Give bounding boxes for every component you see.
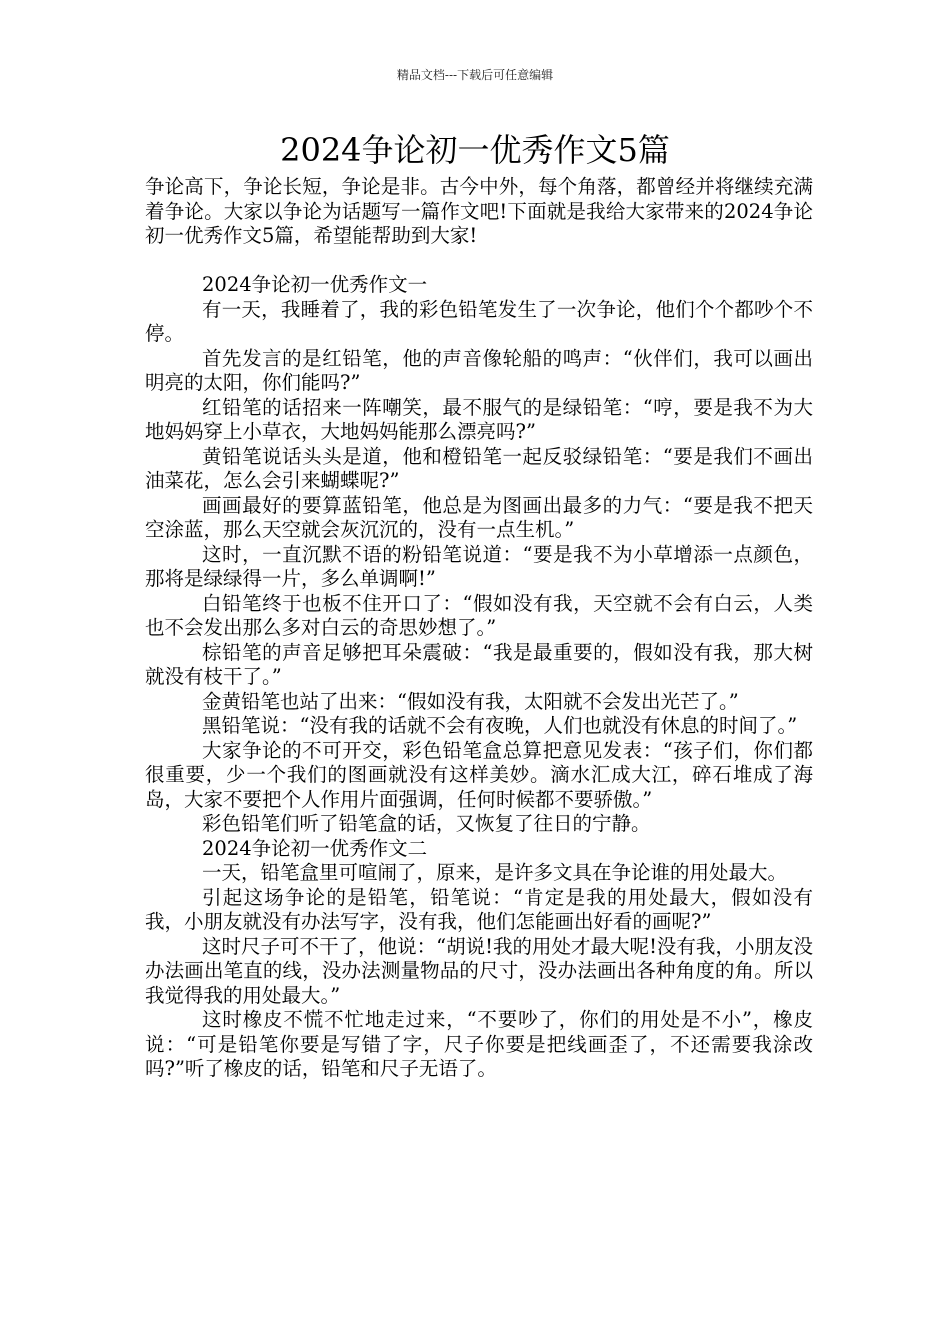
paragraph: 彩色铅笔们听了铅笔盒的话，又恢复了往日的宁静。 (202, 812, 651, 835)
paragraph: 有一天，我睡着了，我的彩色铅笔发生了一次争论，他们个个都吵个不停。 (145, 297, 813, 345)
paragraph: 白铅笔终于也板不住开口了：“假如没有我，天空就不会有白云，人类也不会发出那么多对白云的奇思妙想了。” (145, 591, 813, 639)
intro-paragraph: 争论高下，争论长短，争论是非。古今中外，每个角落，都曾经并将继续充满着争论。大家以争论为话题写一篇作文吧!下面就是我给大家带来的2024争论初一优秀作文5篇，希望能帮助到大家! (145, 175, 813, 247)
paragraph: 黑铅笔说：“没有我的话就不会有夜晚，人们也就没有休息的时间了。” (202, 714, 798, 737)
paragraph: 大家争论的不可开交，彩色铅笔盒总算把意见发表：“孩子们，你们都很重要，少一个我们的图画就没有这样美妙。滴水汇成大江，碎石堆成了海岛，大家不要把个人作用片面强调，任何时候都不要骄傲。” (145, 738, 813, 811)
paragraph: 画画最好的要算蓝铅笔，他总是为图画出最多的力气：“要是我不把天空涂蓝，那么天空就会灰沉沉的，没有一点生机。” (145, 493, 813, 541)
paragraph: 这时橡皮不慌不忙地走过来，“不要吵了，你们的用处是不小”，橡皮说：“可是铅笔你要是写错了字，尺子你要是把线画歪了，不还需要我涂改吗?”听了橡皮的话，铅笔和尺子无语了。 (145, 1008, 813, 1080)
paragraph-gap (145, 249, 813, 274)
essay-2-heading: 2024争论初一优秀作文二 (202, 836, 428, 860)
paragraph: 这时尺子可不干了，他说：“胡说!我的用处才最大呢!没有我，小朋友没办法画出笔直的线，没办法测量物品的尺寸，没办法画出各种角度的角。所以我觉得我的用处最大。” (145, 934, 813, 1007)
paragraph: 黄铅笔说话头头是道，他和橙铅笔一起反驳绿铅笔：“要是我们不画出油菜花，怎么会引来蝴蝶呢?” (145, 444, 813, 492)
paragraph: 首先发言的是红铅笔，他的声音像轮船的鸣声：“伙伴们，我可以画出明亮的太阳，你们能吗?” (145, 346, 813, 394)
paragraph: 一天，铅笔盒里可喧闹了，原来，是许多文具在争论谁的用处最大。 (202, 861, 788, 884)
paragraph: 这时，一直沉默不语的粉铅笔说道：“要是我不为小草增添一点颜色，那将是绿绿得一片，多么单调啊!” (145, 542, 813, 590)
essay-1-heading: 2024争论初一优秀作文一 (202, 273, 428, 296)
paragraph: 红铅笔的话招来一阵嘲笑，最不服气的是绿铅笔：“哼，要是我不为大地妈妈穿上小草衣，大地妈妈能那么漂亮吗?” (145, 395, 813, 443)
paragraph: 金黄铅笔也站了出来：“假如没有我，太阳就不会发出光芒了。” (202, 689, 739, 713)
page-header: 精品文档---下载后可任意编辑 (396, 68, 554, 82)
document-title: 2024争论初一优秀作文5篇 (280, 131, 670, 169)
paragraph: 棕铅笔的声音足够把耳朵震破：“我是最重要的，假如没有我，那大树就没有枝干了。” (145, 640, 813, 688)
paragraph: 引起这场争论的是铅笔，铅笔说：“肯定是我的用处最大，假如没有我，小朋友就没有办法写字，没有我，他们怎能画出好看的画呢?” (145, 885, 813, 933)
document-body (145, 175, 813, 1082)
